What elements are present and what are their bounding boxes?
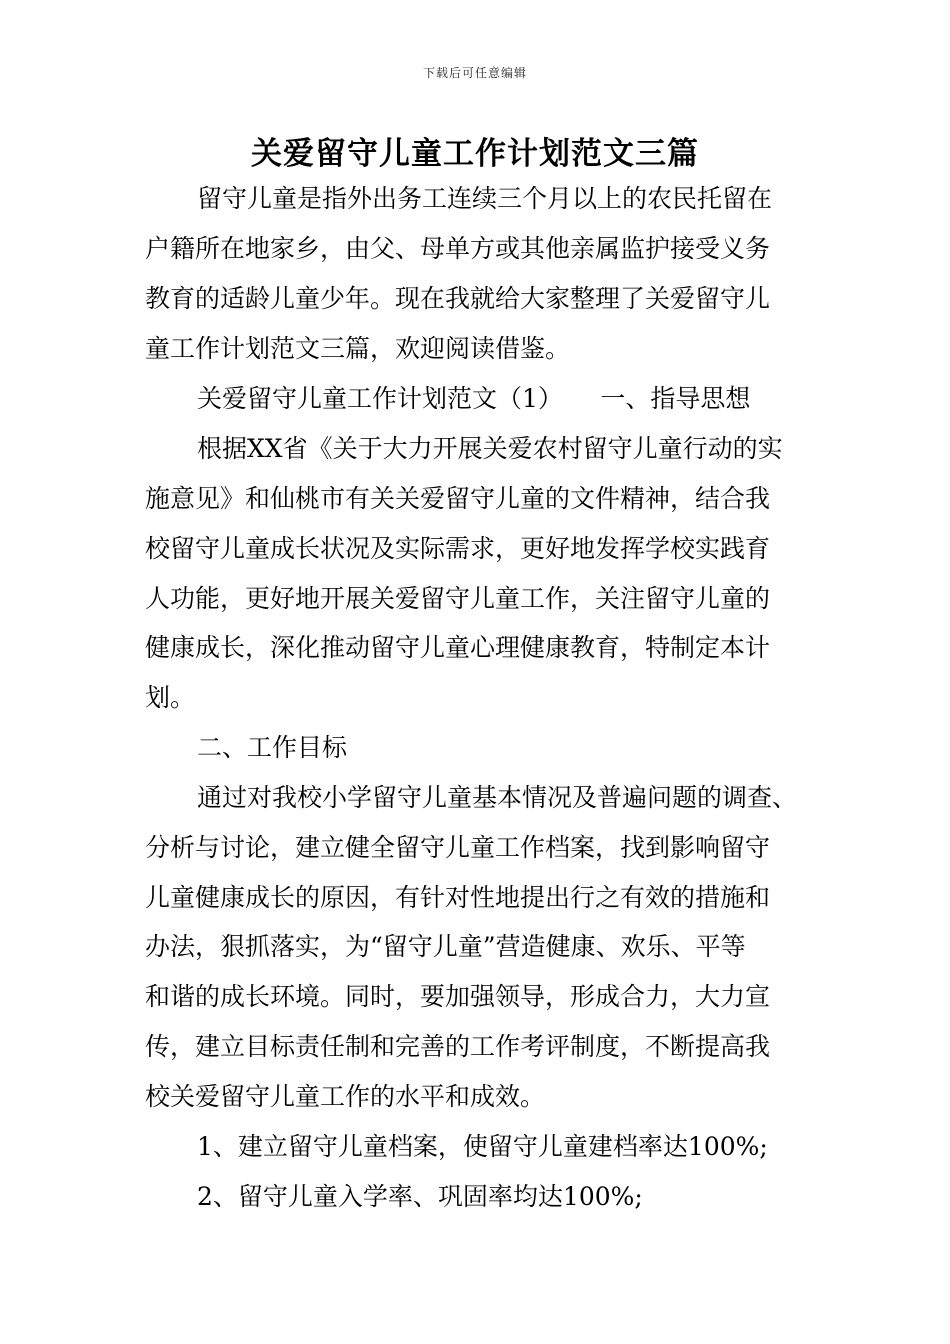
section-heading: 二、工作目标: [197, 733, 348, 762]
paragraph-line: 儿童健康成长的原因，有针对性地提出行之有效的措施和: [145, 883, 771, 912]
paragraph-line: 和谐的成长环境。同时，要加强领导，形成合力，大力宣: [145, 982, 771, 1011]
paragraph-line: 留守儿童是指外出务工连续三个月以上的农民托留在: [197, 184, 773, 213]
paragraph-line: 办法，狠抓落实，为“留守儿童”营造健康、欢乐、平等: [145, 932, 746, 961]
list-item: 1、建立留守儿童档案，使留守儿童建档率达100%;: [197, 1132, 768, 1161]
paragraph-line: 施意见》和仙桃市有关关爱留守儿童的文件精神，结合我: [145, 484, 771, 513]
document-title: 关爱留守儿童工作计划范文三篇: [251, 136, 699, 172]
section-heading-line: 关爱留守儿童工作计划范文（1） 一、指导思想: [197, 384, 751, 413]
header-note: 下载后可任意编辑: [422, 66, 527, 80]
paragraph-line: 通过对我校小学留守儿童基本情况及普遍问题的调查、: [197, 783, 798, 812]
paragraph-line: 户籍所在地家乡，由父、母单方或其他亲属监护接受义务: [145, 234, 771, 263]
paragraph-line: 校关爱留守儿童工作的水平和成效。: [145, 1082, 546, 1111]
paragraph-line: 人功能，更好地开展关爱留守儿童工作，关注留守儿童的: [145, 584, 771, 613]
paragraph-line: 教育的适龄儿童少年。现在我就给大家整理了关爱留守儿: [145, 284, 771, 313]
paragraph-line: 传，建立目标责任制和完善的工作考评制度，不断提高我: [145, 1032, 771, 1061]
paragraph-line: 校留守儿童成长状况及实际需求，更好地发挥学校实践育: [145, 534, 771, 563]
paragraph-line: 童工作计划范文三篇，欢迎阅读借鉴。: [145, 334, 571, 363]
paragraph-line: 分析与讨论，建立健全留守儿童工作档案，找到影响留守: [145, 833, 771, 862]
list-item: 2、留守儿童入学率、巩固率均达100%;: [197, 1182, 643, 1211]
paragraph-line: 根据XX省《关于大力开展关爱农村留守儿童行动的实: [197, 434, 783, 463]
paragraph-line: 划。: [145, 683, 196, 712]
paragraph-line: 健康成长，深化推动留守儿童心理健康教育，特制定本计: [145, 633, 771, 662]
